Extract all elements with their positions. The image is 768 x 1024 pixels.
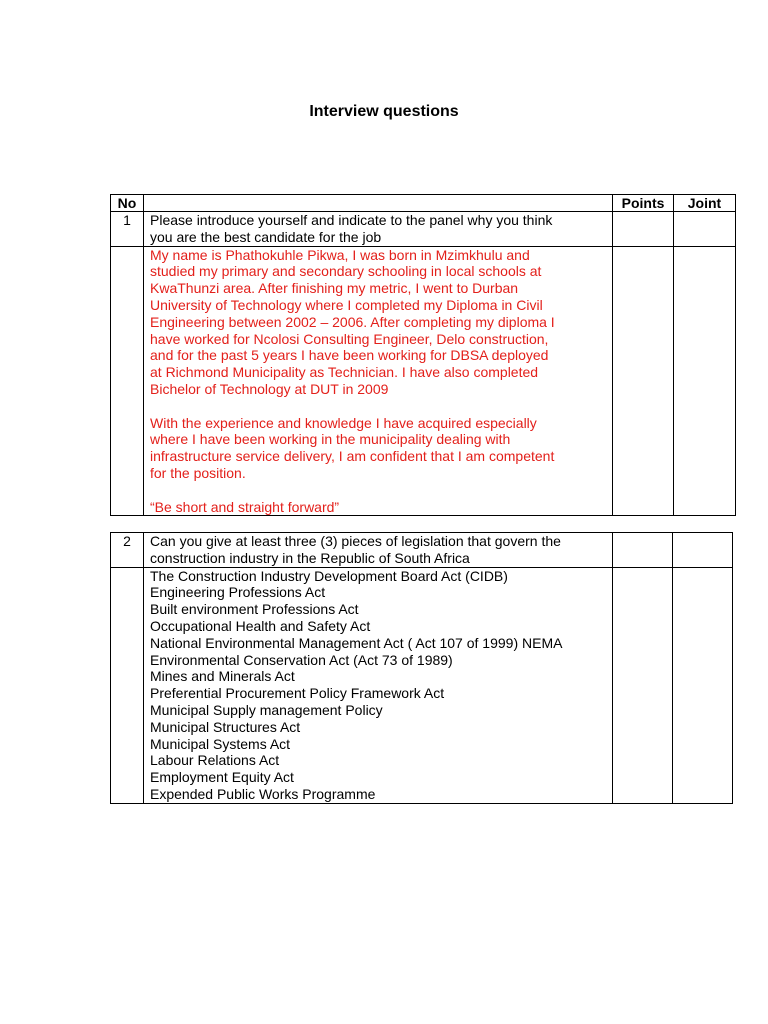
answer-line: infrastructure service delivery, I am confident that I am competent — [150, 448, 555, 465]
question-text — [144, 212, 613, 247]
answer-number-cell — [111, 246, 144, 516]
joint-cell — [674, 246, 736, 516]
question-2-table — [110, 532, 733, 804]
answer-line: With the experience and knowledge I have acquired especially — [150, 414, 537, 431]
list-item: Expended Public Works Programme — [150, 785, 376, 802]
answer-line: University of Technology where I completed my Diploma in Civil — [150, 296, 543, 313]
answer-line: have worked for Ncolosi Consulting Engineer, Delo construction, — [150, 330, 549, 347]
answer-line: studied my primary and secondary schooling in local schools at — [150, 263, 542, 280]
question-line: Can you give at least three (3) pieces of legislation that govern the — [150, 533, 561, 549]
question-row — [111, 212, 736, 247]
answer-line: where I have been working in the municipality dealing with — [150, 431, 511, 448]
points-cell — [613, 567, 673, 803]
list-item: Occupational Health and Safety Act — [150, 617, 371, 634]
answer-line: My name is Phathokuhle Pikwa, I was born in Mzimkhulu and — [150, 246, 530, 263]
answer-line: and for the past 5 years I have been working for DBSA deployed — [150, 347, 549, 364]
legislation-list — [144, 567, 613, 803]
header-points: Points — [613, 195, 674, 212]
question-line: you are the best candidate for the job — [150, 228, 382, 245]
list-item: National Environmental Management Act ( Act 107 of 1999) NEMA — [150, 634, 563, 651]
points-cell — [613, 246, 674, 516]
header-joint: Joint — [674, 195, 736, 212]
list-item: The Construction Industry Development Board Act (CIDB) — [150, 567, 508, 584]
question-number: 2 — [111, 533, 144, 568]
document-title: Interview questions — [309, 103, 459, 120]
answer-row — [111, 246, 736, 516]
table-header-row — [111, 195, 736, 212]
list-item: Employment Equity Act — [150, 769, 294, 786]
question-line: construction industry in the Republic of South Africa — [150, 549, 470, 566]
answer-line: at Richmond Municipality as Technician. I have also completed — [150, 364, 539, 381]
answer-row — [111, 567, 733, 803]
joint-cell — [674, 212, 736, 247]
points-cell — [613, 212, 674, 247]
question-text — [144, 533, 613, 568]
list-item: Municipal Supply management Policy — [150, 701, 383, 718]
list-item: Municipal Systems Act — [150, 735, 291, 752]
answer-line: Bichelor of Technology at DUT in 2009 — [150, 380, 389, 397]
joint-cell — [673, 567, 733, 803]
question-row — [111, 533, 733, 568]
answer-line: for the position. — [150, 464, 246, 481]
answer-line: Engineering between 2002 – 2006. After completing my diploma I — [150, 313, 555, 330]
answer-note: “Be short and straight forward” — [150, 498, 340, 515]
question-1-table — [110, 194, 736, 516]
list-item: Engineering Professions Act — [150, 584, 326, 601]
points-cell — [613, 533, 673, 568]
joint-cell — [673, 533, 733, 568]
list-item: Preferential Procurement Policy Framework Act — [150, 685, 445, 702]
answer-line: KwaThunzi area. After finishing my metric, I went to Durban — [150, 280, 519, 297]
question-number: 1 — [111, 212, 144, 247]
question-line: Please introduce yourself and indicate to the panel why you think — [150, 212, 553, 228]
answer-number-cell — [111, 567, 144, 803]
list-item: Environmental Conservation Act (Act 73 of 1989) — [150, 651, 453, 668]
header-no: No — [111, 195, 144, 212]
list-item: Mines and Minerals Act — [150, 668, 295, 685]
list-item: Municipal Structures Act — [150, 718, 301, 735]
answer-text — [144, 246, 613, 516]
list-item: Labour Relations Act — [150, 752, 280, 769]
header-question — [144, 195, 613, 212]
list-item: Built environment Professions Act — [150, 601, 359, 618]
